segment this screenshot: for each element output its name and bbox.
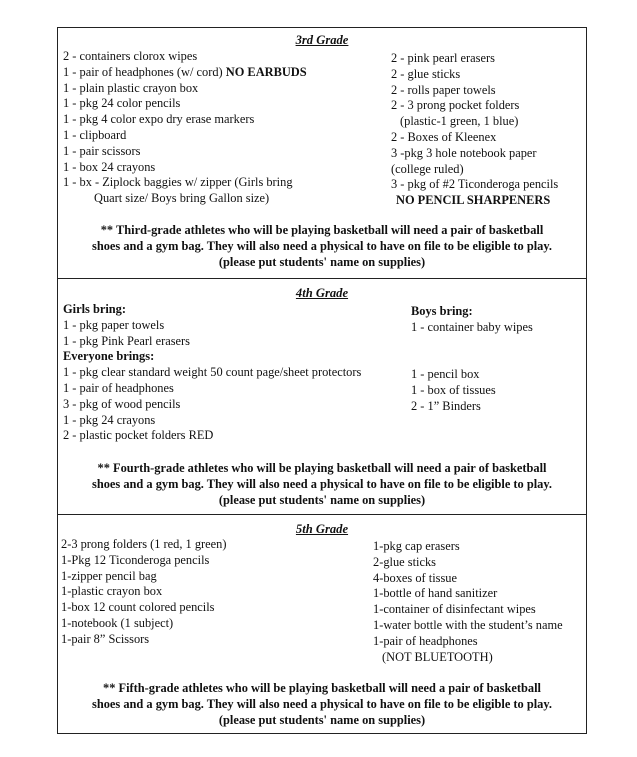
grade4-left-list	[63, 302, 361, 444]
list-item: 1-container of disinfectant wipes	[373, 602, 536, 617]
grade5-right-list	[373, 539, 563, 665]
list-item: 2-3 prong folders (1 red, 1 green)	[61, 537, 227, 551]
note-line: ** Fourth-grade athletes who will be playing basketball will need a pair of basketball	[97, 461, 547, 475]
no-earbuds-note: NO EARBUDS	[225, 64, 307, 79]
note-line: ** Third-grade athletes who will be playing basketball will need a pair of basketball	[100, 223, 544, 237]
grade3-title: 3rd Grade	[295, 33, 349, 47]
list-item: 1-water bottle with the student’s name	[373, 617, 563, 632]
list-item: 3 - pkg of wood pencils	[63, 396, 181, 411]
grade5-title: 5th Grade	[295, 522, 349, 536]
list-item: 1 - pair of headphones	[63, 380, 174, 395]
note-line: (please put students' name on supplies)	[218, 493, 426, 507]
list-item: 1 - clipboard	[63, 127, 127, 142]
section-divider	[58, 278, 586, 279]
list-item: 1 - pencil box	[411, 367, 480, 381]
list-item: 1 - pkg Pink Pearl erasers	[63, 333, 190, 348]
list-item: (plastic-1 green, 1 blue)	[400, 114, 519, 129]
list-item: 1 - pkg 24 color pencils	[63, 96, 181, 111]
list-item: 3 - pkg of #2 Ticonderoga pencils	[391, 177, 559, 192]
list-item: 2 - pink pearl erasers	[391, 51, 495, 65]
note-line: (please put students' name on supplies)	[218, 713, 426, 727]
list-item: 2 - containers clorox wipes	[63, 49, 198, 63]
list-item: 1 - box of tissues	[411, 382, 496, 397]
grade5-athlete-note	[58, 680, 586, 728]
list-item: (NOT BLUETOOTH)	[382, 649, 493, 664]
list-item: 1-notebook (1 subject)	[61, 615, 174, 630]
note-line: (please put students' name on supplies)	[218, 255, 426, 269]
list-item: 1 - pkg clear standard weight 50 count page/sheet protectors	[63, 365, 362, 380]
list-item: 1-pkg cap erasers	[373, 539, 460, 553]
note-line: shoes and a gym bag. They will also need a physical to have on file to be eligible to play.	[92, 239, 552, 253]
list-item: (college ruled)	[391, 161, 464, 176]
girls-bring-heading: Girls bring:	[63, 302, 126, 316]
note-line: shoes and a gym bag. They will also need a physical to have on file to be eligible to play.	[92, 697, 552, 711]
list-item: 2 - 1” Binders	[411, 398, 481, 413]
list-item: 1 - box 24 crayons	[63, 159, 156, 174]
list-item: 1 - pkg 24 crayons	[63, 412, 156, 427]
grade4-right-list	[411, 367, 496, 414]
list-item: 1 - pair scissors	[63, 143, 141, 158]
no-pencil-sharpeners-note: NO PENCIL SHARPENERS	[396, 193, 551, 208]
list-item: 1-pair of headphones	[373, 633, 478, 648]
list-item: Quart size/ Boys bring Gallon size)	[94, 191, 270, 206]
grade3-right-list	[391, 51, 558, 209]
list-item: 1-plastic crayon box	[61, 584, 163, 599]
list-item: 1-Pkg 12 Ticonderoga pencils	[61, 552, 210, 567]
list-item: 2 - rolls paper towels	[391, 82, 496, 97]
list-item: 1 - bx - Ziplock baggies w/ zipper (Girls bring	[63, 175, 293, 190]
list-item: 3 -pkg 3 hole notebook paper	[391, 145, 537, 160]
grade4-title: 4th Grade	[295, 286, 349, 300]
list-item: 1-box 12 count colored pencils	[61, 600, 215, 615]
list-item: 2 - Boxes of Kleenex	[391, 129, 497, 144]
list-item: 1-zipper pencil bag	[61, 568, 157, 583]
grade3-left-list	[63, 49, 307, 207]
list-item: 4-boxes of tissue	[373, 570, 457, 585]
list-item: 2-glue sticks	[373, 554, 436, 569]
grade5-left-list	[61, 537, 227, 648]
list-item: 1 - plain plastic crayon box	[63, 80, 199, 95]
list-item: 1 - container baby wipes	[411, 319, 533, 334]
grade4-athlete-note	[58, 460, 586, 508]
list-item: 2 - plastic pocket folders RED	[63, 428, 214, 443]
supply-list-frame	[57, 27, 587, 734]
section-divider	[58, 514, 586, 515]
everyone-brings-heading: Everyone brings:	[63, 349, 155, 364]
grade4-boys-list	[411, 304, 533, 336]
note-line: shoes and a gym bag. They will also need a physical to have on file to be eligible to play.	[92, 477, 552, 491]
list-item: 1 - pair of headphones (w/ cord) NO EARBUDS	[63, 64, 307, 79]
grade3-athlete-note	[58, 222, 586, 270]
note-line: ** Fifth-grade athletes who will be playing basketball will need a pair of basketball	[103, 681, 541, 695]
list-item: 1-pair 8” Scissors	[61, 631, 150, 646]
list-item: 2 - glue sticks	[391, 66, 461, 81]
list-item: 1-bottle of hand sanitizer	[373, 586, 498, 601]
list-item: 2 - 3 prong pocket folders	[391, 98, 520, 113]
list-item: 1 - pkg paper towels	[63, 317, 165, 332]
boys-bring-heading: Boys bring:	[411, 304, 473, 318]
list-item: 1 - pkg 4 color expo dry erase markers	[63, 112, 255, 127]
